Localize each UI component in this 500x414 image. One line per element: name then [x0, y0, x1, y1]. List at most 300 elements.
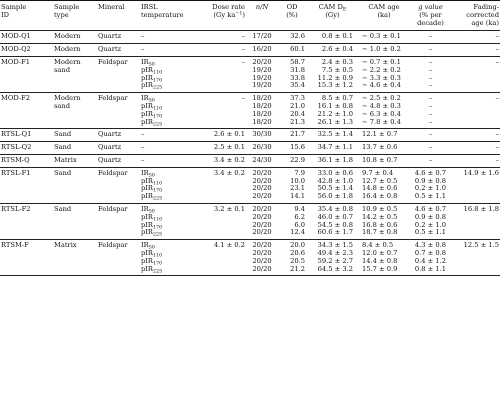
g-value-cell: 0.5 ± 1.1 [414, 228, 447, 237]
n-over-n-cell: 18/20 [252, 117, 272, 126]
table-row [0, 103, 500, 111]
cam-age-cell: 14.4 ± 0.8 [362, 256, 398, 265]
n-over-n-cell: 26/30 [252, 143, 272, 152]
dose-rate-cell [198, 258, 246, 266]
mineral-cell [97, 222, 140, 230]
od-cell: 35.4 [290, 81, 305, 90]
fading-corrected-age-cell: – [495, 32, 499, 41]
col-header-sample-type: Sample type [54, 3, 80, 19]
irsl-temperature-subscript: 110 [152, 253, 163, 259]
cam-age-cell: 16.8 ± 0.6 [362, 220, 398, 229]
od-cell: 10.0 [290, 176, 305, 185]
g-value-cell: 0.8 ± 1.1 [414, 264, 447, 273]
fading-corrected-age-cell [452, 111, 500, 119]
sample-id-cell [0, 258, 53, 266]
g-value-cell: – [428, 81, 433, 90]
table-row [0, 93, 500, 103]
cam-age-cell: 14.8 ± 0.6 [362, 184, 398, 193]
cam-de-cell: 11.2 ± 0.9 [317, 73, 353, 82]
cam-de-cell: 46.0 ± 0.7 [317, 212, 353, 221]
dose-rate-cell: – [241, 32, 245, 41]
mineral-cell [97, 229, 140, 239]
irsl-temperature-subscript: 225 [152, 196, 163, 202]
mineral-cell [97, 258, 140, 266]
fading-corrected-age-cell [452, 119, 500, 129]
g-value-cell: – [428, 73, 433, 82]
irsl-temperature-subscript: 50 [148, 245, 155, 251]
n-over-n-cell: 20/20 [252, 184, 272, 193]
cam-age-cell: 15.7 ± 0.9 [362, 264, 398, 273]
mineral-cell [97, 185, 140, 193]
od-cell: 14.1 [290, 192, 305, 201]
dose-rate-cell [198, 266, 246, 276]
irsl-temperature-subscript: 225 [152, 232, 163, 238]
od-cell: 20.6 [290, 248, 305, 257]
sample-type-cell: Modern [54, 45, 81, 54]
sample-id-cell [0, 214, 53, 222]
cam-de-cell: 59.2 ± 2.7 [317, 256, 353, 265]
g-value-cell: 4.6 ± 0.7 [414, 168, 447, 177]
col-header-cam-de: CAM $D_E$ (Gy) [318, 3, 347, 19]
g-value-cell: 0.9 ± 0.8 [414, 176, 447, 185]
mineral-cell: Feldspar [98, 204, 128, 213]
irsl-temperature-cell [140, 31, 198, 44]
fading-corrected-age-cell: – [495, 130, 499, 139]
irsl-temperature-subscript: 50 [148, 209, 155, 215]
cam-age-cell: 10.8 ± 0.7 [362, 155, 398, 164]
sample-type-cell [53, 222, 97, 230]
mineral-cell [97, 103, 140, 111]
g-value-cell: – [428, 32, 433, 41]
irsl-label: pIR [141, 65, 153, 74]
table-row [0, 75, 500, 83]
table-row [0, 111, 500, 119]
fading-corrected-age-cell [452, 222, 500, 230]
sample-id-cell [0, 193, 53, 203]
irsl-temperature-subscript: 170 [152, 114, 163, 120]
fading-corrected-age-cell [452, 193, 500, 203]
fading-corrected-age-cell [452, 266, 500, 276]
col-header-cam-age: CAM age (ka) [368, 3, 400, 19]
fading-corrected-age-cell: 12.5 ± 1.5 [463, 241, 499, 250]
sample-type-cell [53, 193, 97, 203]
table-row [0, 44, 500, 57]
g-value-cell: 0.5 ± 1.1 [414, 192, 447, 201]
cam-de-cell: 54.5 ± 0.8 [317, 220, 353, 229]
od-cell: 9.4 [294, 204, 305, 213]
od-cell: 6.2 [294, 212, 305, 221]
cam-age-cell: ∼ 0.7 ± 0.1 [362, 57, 401, 66]
sample-id-cell: MOD-Q1 [1, 32, 31, 41]
cam-de-cell: 16.1 ± 0.8 [317, 101, 353, 110]
n-over-n-cell: 20/20 [252, 204, 272, 213]
dose-rate-cell [198, 119, 246, 129]
g-value-cell: – [428, 101, 433, 110]
dose-rate-cell [198, 193, 246, 203]
fading-corrected-age-cell [452, 103, 500, 111]
sample-id-cell [0, 67, 53, 75]
table-row [0, 119, 500, 129]
irsl-temperature-subscript: 225 [152, 269, 163, 275]
sample-type-cell: Sand [54, 168, 72, 177]
cam-age-cell: ∼ 4.8 ± 0.3 [362, 101, 401, 110]
fading-corrected-age-cell [452, 67, 500, 75]
irsl-temperature-subscript: 170 [152, 78, 163, 84]
cam-age-cell: ∼ 2.2 ± 0.2 [362, 65, 401, 74]
table-row [0, 142, 500, 155]
irsl-temperature-subscript: 110 [152, 181, 163, 187]
mineral-cell [97, 111, 140, 119]
g-value-cell: – [428, 155, 433, 164]
g-value-cell: – [428, 130, 433, 139]
irsl-label: – [141, 155, 145, 164]
sample-type-cell: Modern [54, 32, 81, 41]
cam-de-cell: 56.0 ± 1.8 [317, 192, 353, 201]
n-over-n-cell: 19/20 [252, 65, 272, 74]
dose-rate-cell [198, 178, 246, 186]
g-value-cell: 0.7 ± 0.8 [414, 248, 447, 257]
sample-group [0, 44, 500, 57]
cam-age-cell: 13.7 ± 0.6 [362, 143, 398, 152]
irsl-label: – [141, 32, 145, 41]
dose-rate-cell: – [241, 45, 245, 54]
sample-group [0, 142, 500, 155]
irsl-temperature-subscript: 225 [152, 122, 163, 128]
irsl-label: pIR [141, 184, 153, 193]
irsl-label: IR [141, 168, 149, 177]
od-cell: 60.1 [290, 45, 305, 54]
mineral-cell [97, 193, 140, 203]
cam-de-cell: 34.7 ± 1.1 [317, 143, 353, 152]
cam-de-cell: 33.0 ± 0.6 [317, 168, 353, 177]
od-cell: 20.0 [290, 241, 305, 250]
irsl-label: IR [141, 57, 149, 66]
cam-age-cell: 16.4 ± 0.8 [362, 192, 398, 201]
irsl-label: pIR [141, 117, 153, 126]
n-over-n-cell: 30/30 [252, 130, 272, 139]
g-value-cell: 4.6 ± 0.7 [414, 204, 447, 213]
cam-age-cell: 10.9 ± 0.5 [362, 204, 398, 213]
od-cell: 32.6 [290, 32, 305, 41]
mineral-cell [97, 67, 140, 75]
mineral-cell: Feldspar [98, 241, 128, 250]
mineral-cell: Quartz [98, 32, 122, 41]
sample-type-cell: Modern [54, 94, 81, 103]
sample-id-cell: MOD-F1 [1, 57, 30, 66]
cam-age-cell: ∼ 0.3 ± 0.1 [362, 32, 401, 41]
od-cell: 21.3 [290, 117, 305, 126]
irsl-label: – [141, 45, 145, 54]
sample-id-cell [0, 75, 53, 83]
mineral-cell [97, 119, 140, 129]
irsl-label: pIR [141, 248, 153, 257]
sample-id-cell [0, 222, 53, 230]
sample-type-cell: sand [54, 65, 71, 74]
irsl-label: – [141, 143, 145, 152]
od-cell: 31.8 [290, 65, 305, 74]
fading-corrected-age-cell [452, 214, 500, 222]
dose-rate-cell [198, 250, 246, 258]
table-row [0, 56, 500, 66]
irsl-label: pIR [141, 176, 153, 185]
mineral-cell [97, 266, 140, 276]
table-row [0, 229, 500, 239]
sample-id-cell [0, 119, 53, 129]
irsl-temperature-cell [140, 82, 198, 92]
dose-rate-cell: 2.6 ± 0.1 [213, 130, 245, 139]
g-value-cell: – [428, 65, 433, 74]
sample-type-cell [53, 75, 97, 83]
od-cell: 21.7 [290, 130, 305, 139]
cam-age-cell: 8.4 ± 0.5 [362, 241, 394, 250]
irsl-label: pIR [141, 264, 153, 273]
mineral-cell [97, 250, 140, 258]
mineral-cell [97, 178, 140, 186]
n-over-n-cell: 17/20 [252, 32, 272, 41]
dose-rate-cell: – [241, 94, 245, 103]
od-cell: 22.9 [290, 155, 305, 164]
sample-id-cell: RTSL-F2 [1, 204, 31, 213]
mineral-cell [97, 214, 140, 222]
od-cell: 37.3 [290, 94, 305, 103]
dose-rate-cell: 3.2 ± 0.1 [213, 204, 245, 213]
sample-id-cell [0, 185, 53, 193]
sample-type-cell: Matrix [54, 155, 77, 164]
cam-de-cell: 34.3 ± 1.5 [317, 241, 353, 250]
sample-type-cell: Sand [54, 204, 72, 213]
od-cell: 12.4 [290, 228, 305, 237]
dose-rate-cell [198, 185, 246, 193]
sample-group [0, 129, 500, 142]
g-value-cell: 4.3 ± 0.8 [414, 241, 447, 250]
cam-age-cell: 12.7 ± 0.5 [362, 176, 398, 185]
irsl-temperature-subscript: 110 [152, 217, 163, 223]
n-over-n-cell: 20/20 [252, 212, 272, 221]
fading-corrected-age-cell: – [495, 155, 499, 164]
fading-corrected-age-cell: – [495, 45, 499, 54]
sample-id-cell: RTSL-F1 [1, 168, 31, 177]
sample-type-cell [53, 185, 97, 193]
n-over-n-cell: 16/20 [252, 45, 272, 54]
cam-age-cell: 9.7 ± 0.4 [362, 168, 394, 177]
dose-rate-cell: 4.1 ± 0.2 [213, 241, 245, 250]
sample-group [0, 154, 500, 167]
col-header-g-value: g value (% per decade) [417, 3, 444, 27]
dose-rate-cell: 2.5 ± 0.1 [213, 143, 245, 152]
col-header-od: OD (%) [286, 3, 298, 19]
cam-de-cell: 35.4 ± 0.8 [317, 204, 353, 213]
n-over-n-cell: 20/20 [252, 168, 272, 177]
cam-de-cell: 15.3 ± 1.2 [317, 81, 353, 90]
fading-corrected-age-cell [452, 82, 500, 92]
sample-type-cell [53, 82, 97, 92]
irsl-temperature-cell [140, 154, 198, 167]
irsl-label: pIR [141, 192, 153, 201]
cam-de-cell: 50.5 ± 1.4 [317, 184, 353, 193]
sample-id-cell: RTSM-Q [1, 155, 30, 164]
sample-type-cell: Modern [54, 57, 81, 66]
sample-group [0, 240, 500, 276]
table-header [0, 1, 500, 31]
fading-corrected-age-cell [452, 178, 500, 186]
col-header-sample-id: Sample ID [1, 3, 27, 19]
od-cell: 23.1 [290, 184, 305, 193]
mineral-cell: Quartz [98, 130, 122, 139]
dose-rate-cell [198, 103, 246, 111]
sample-id-cell: RTSL-Q2 [1, 143, 32, 152]
sample-group [0, 56, 500, 92]
irsl-temperature-subscript: 50 [148, 98, 155, 104]
od-cell: 21.0 [290, 101, 305, 110]
sample-id-cell: RTSM-F [1, 241, 29, 250]
sample-type-cell [53, 250, 97, 258]
irsl-temperature-cell [140, 44, 198, 57]
cam-de-cell: 2.6 ± 0.4 [321, 45, 353, 54]
g-value-cell: – [428, 109, 433, 118]
irsl-temperature-cell [140, 129, 198, 142]
cam-de-cell: 36.1 ± 1.8 [317, 155, 353, 164]
dose-rate-cell: 3.4 ± 0.2 [213, 155, 245, 164]
col-header-irsl-temperature: IRSL temperature [141, 3, 184, 19]
sample-group [0, 31, 500, 44]
sample-type-cell [53, 258, 97, 266]
cam-de-cell: 21.2 ± 1.0 [317, 109, 353, 118]
dose-rate-cell [198, 214, 246, 222]
sample-id-cell [0, 103, 53, 111]
n-over-n-cell: 20/20 [252, 192, 272, 201]
n-over-n-cell: 18/20 [252, 109, 272, 118]
fading-corrected-age-cell: 16.8 ± 1.8 [463, 204, 499, 213]
od-cell: 6.0 [294, 220, 305, 229]
sample-type-cell [53, 229, 97, 239]
sample-group [0, 203, 500, 239]
sample-id-cell [0, 178, 53, 186]
irsl-temperature-subscript: 110 [152, 106, 163, 112]
g-value-cell: 0.9 ± 0.8 [414, 212, 447, 221]
n-over-n-cell: 18/20 [252, 94, 272, 103]
irsl-temperature-cell [140, 142, 198, 155]
n-over-n-cell: 18/20 [252, 101, 272, 110]
mineral-cell: Quartz [98, 155, 122, 164]
cam-de-cell: 26.1 ± 1.3 [317, 117, 353, 126]
dose-rate-cell: – [241, 57, 245, 66]
irsl-temperature-cell [140, 193, 198, 203]
sample-type-cell [53, 214, 97, 222]
od-cell: 15.6 [290, 143, 305, 152]
irsl-temperature-cell [140, 266, 198, 276]
n-over-n-cell: 20/20 [252, 57, 272, 66]
table-row [0, 31, 500, 44]
g-value-cell: – [428, 143, 433, 152]
cam-age-cell: ∼ 4.6 ± 0.4 [362, 81, 401, 90]
mineral-cell: Quartz [98, 143, 122, 152]
fading-corrected-age-cell [452, 258, 500, 266]
mineral-cell: Quartz [98, 45, 122, 54]
table-row [0, 67, 500, 75]
irsl-temperature-subscript: 225 [152, 85, 163, 91]
col-header-n-over-n: n/N [255, 3, 269, 11]
sample-type-cell [53, 111, 97, 119]
sample-id-cell [0, 266, 53, 276]
irsl-temperature-cell [140, 119, 198, 129]
n-over-n-cell: 20/20 [252, 228, 272, 237]
table-row [0, 154, 500, 167]
cam-de-cell: 8.5 ± 0.7 [321, 94, 353, 103]
g-value-cell: – [428, 94, 433, 103]
irsl-temperature-subscript: 170 [152, 225, 163, 231]
sample-type-cell [53, 178, 97, 186]
irsl-label: IR [141, 204, 149, 213]
cam-de-cell: 42.8 ± 1.0 [317, 176, 353, 185]
cam-age-cell: ∼ 3.3 ± 0.3 [362, 73, 401, 82]
table-row [0, 266, 500, 276]
od-cell: 58.7 [290, 57, 305, 66]
cam-age-cell: ∼ 1.0 ± 0.2 [362, 45, 401, 54]
n-over-n-cell: 20/20 [252, 241, 272, 250]
n-over-n-cell: 20/20 [252, 248, 272, 257]
col-header-fading-corrected-age: Fading- corrected age (ka) [466, 3, 499, 27]
irsl-label: IR [141, 241, 149, 250]
n-over-n-cell: 20/20 [252, 220, 272, 229]
irsl-label: pIR [141, 81, 153, 90]
sample-group [0, 167, 500, 203]
cam-de-cell: 0.8 ± 0.1 [321, 32, 353, 41]
dose-rate-cell [198, 75, 246, 83]
sample-type-cell: Matrix [54, 241, 77, 250]
col-header-dose-rate: Dose rate (Gy $ka^{-1}$) [212, 3, 245, 19]
cam-de-cell: 32.5 ± 1.4 [317, 130, 353, 139]
mineral-cell [97, 75, 140, 83]
table-row [0, 129, 500, 142]
cam-de-cell: 60.6 ± 1.7 [317, 228, 353, 237]
od-cell: 7.9 [294, 168, 305, 177]
g-value-cell: – [428, 45, 433, 54]
cam-age-cell: 14.2 ± 0.5 [362, 212, 398, 221]
irsl-label: pIR [141, 228, 153, 237]
cam-age-cell: ∼ 6.3 ± 0.4 [362, 109, 401, 118]
mineral-cell: Feldspar [98, 94, 128, 103]
n-over-n-cell: 19/20 [252, 81, 272, 90]
irsl-label: IR [141, 94, 149, 103]
g-value-cell: 0.4 ± 1.2 [414, 256, 447, 265]
dose-rate-cell [198, 222, 246, 230]
irsl-label: pIR [141, 220, 153, 229]
sample-type-cell: sand [54, 101, 71, 110]
irsl-label: pIR [141, 212, 153, 221]
irsl-label: pIR [141, 109, 153, 118]
sample-type-cell: Sand [54, 143, 72, 152]
dose-rate-cell [198, 111, 246, 119]
n-over-n-cell: 20/20 [252, 264, 272, 273]
dose-rate-cell [198, 82, 246, 92]
sample-id-cell [0, 250, 53, 258]
sample-id-cell: MOD-F2 [1, 94, 30, 103]
g-value-cell: – [428, 117, 433, 126]
g-value-cell: 0.2 ± 1.0 [414, 220, 447, 229]
sample-type-cell [53, 266, 97, 276]
irsl-temperature-subscript: 50 [148, 62, 155, 68]
table-row [0, 167, 500, 177]
table-row [0, 193, 500, 203]
irsl-temperature-subscript: 170 [152, 261, 163, 267]
sample-type-cell: Sand [54, 130, 72, 139]
n-over-n-cell: 24/30 [252, 155, 272, 164]
fading-corrected-age-cell [452, 229, 500, 239]
sample-type-cell [53, 119, 97, 129]
od-cell: 20.5 [290, 256, 305, 265]
fading-corrected-age-cell: – [495, 143, 499, 152]
col-header-mineral: Mineral [98, 3, 125, 11]
